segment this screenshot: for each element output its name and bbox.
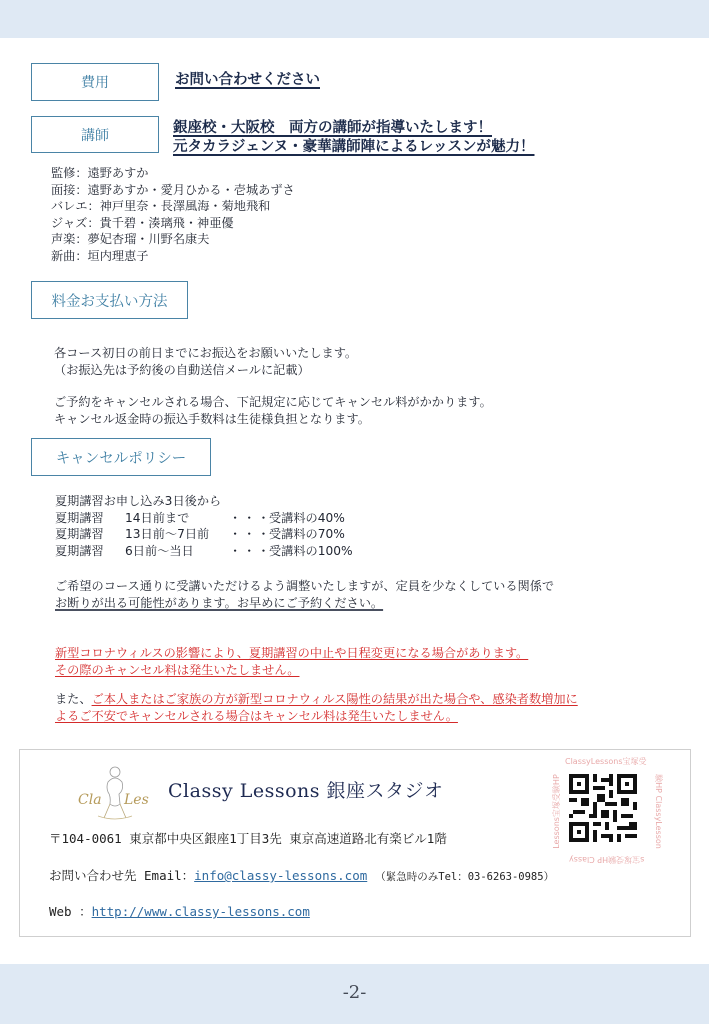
- qr-caption: ClassyLessons宝塚受: [565, 757, 647, 766]
- dancer-silhouette-icon: [70, 764, 160, 826]
- period: 6日前〜当日: [125, 543, 194, 558]
- covid-notice-prefix: また、: [55, 692, 92, 706]
- fee-label: 費用: [31, 63, 159, 101]
- instructor-item: バレエ：神戸里奈・長澤風海・菊地飛和: [51, 199, 271, 213]
- web-line: [49, 902, 310, 920]
- website-link[interactable]: http://www.classy-lessons.com: [91, 904, 310, 919]
- fee-rate: 受講料の70%: [269, 527, 345, 541]
- studio-info-card: [19, 749, 691, 937]
- cancel-policy-label: キャンセルポリシー: [31, 438, 211, 476]
- instructor-item: 面接：遠野あすか・愛月ひかる・壱城あずさ: [51, 182, 295, 197]
- web-label: Web ：: [49, 904, 92, 919]
- qr-code-icon: [569, 774, 637, 842]
- payment-line: キャンセル返金時の振込手数料は生徒様負担となります。: [54, 411, 370, 426]
- covid-notice-line-3: ご本人またはご家族の方が新型コロナウィルス陽性の結果が出た場合や、感染者数増加に: [91, 692, 578, 706]
- payment-label: 料金お支払い方法: [31, 281, 188, 319]
- course-name: 夏期講習: [55, 510, 104, 525]
- payment-line: 各コース初日の前日までにお振込をお願いいたします。: [54, 346, 358, 360]
- page-number: -2-: [342, 982, 367, 1003]
- instructor-item: 声楽：夢妃杏瑠・川野名康夫: [51, 232, 210, 246]
- contact-line: [49, 866, 554, 884]
- contact-label: お問い合わせ先 Email：: [49, 868, 195, 883]
- qr-code[interactable]: [551, 756, 663, 864]
- covid-notice-line-4: よるご不安でキャンセルされる場合はキャンセル料は発生いたしません。: [55, 708, 458, 723]
- payment-line: （お振込先は予約後の自動送信メールに記載）: [54, 362, 310, 377]
- separator: ・・・: [229, 527, 272, 541]
- instructor-list: [51, 165, 295, 264]
- cancel-policy-row: [55, 510, 353, 527]
- instructors-headline-1: 銀座校・大阪校 両方の講師が指導いたします！: [173, 119, 492, 136]
- separator: ・・・: [229, 543, 272, 558]
- emergency-tel: （緊急時のみTel：03-6263-0985）: [375, 871, 555, 883]
- cancel-policy-intro: 夏期講習お申し込み3日後から: [55, 494, 222, 508]
- email-link[interactable]: info@classy-lessons.com: [194, 868, 368, 883]
- cancel-policy-table: [55, 493, 353, 559]
- fee-rate: 受講料の40%: [269, 510, 345, 525]
- qr-caption: 験HP ClassyLesson: [653, 774, 663, 849]
- payment-line: ご予約をキャンセルされる場合、下記規定に応じてキャンセル料がかかります。: [54, 395, 492, 409]
- cancel-policy-row: [55, 543, 353, 560]
- booking-note-line-2: お断りが出る可能性があります。お早めにご予約ください。: [55, 595, 384, 610]
- fee-value: お問い合わせください: [175, 71, 320, 88]
- instructor-item: ジャズ：貴千碧・湊璃飛・神亜優: [51, 215, 234, 230]
- covid-notice-line-1: 新型コロナウィルスの影響により、夏期講習の中止や日程変更になる場合があります。: [55, 646, 529, 660]
- instructor-item: 監修：遠野あすか: [51, 166, 149, 180]
- cancel-policy-row: [55, 526, 353, 543]
- course-name: 夏期講習: [55, 543, 104, 558]
- instructors-label: 講師: [31, 116, 159, 153]
- payment-text: [54, 345, 492, 427]
- period: 13日前〜7日前: [125, 527, 210, 541]
- instructors-headline-2: 元タカラジェンヌ・豪華講師陣によるレッスンが魅力！: [173, 138, 535, 155]
- svg-text:Cla: Cla: [78, 792, 102, 808]
- fee-rate: 受講料の100%: [269, 543, 353, 558]
- period: 14日前まで: [125, 510, 190, 525]
- svg-text:Les: Les: [124, 792, 149, 808]
- covid-notice: [55, 645, 578, 724]
- instructor-item: 新曲：垣内理恵子: [51, 248, 149, 263]
- studio-address: 〒104-0061 東京都中央区銀座1丁目3先 東京高速道路北有楽ビル1階: [49, 831, 447, 846]
- qr-caption: Lessons宝塚受験HP: [551, 774, 561, 849]
- studio-name: Classy Lessons 銀座スタジオ: [168, 780, 444, 802]
- classy-lessons-logo: [70, 764, 160, 826]
- covid-notice-line-2: その際のキャンセル料は発生いたしません。: [55, 662, 300, 677]
- separator: ・・・: [229, 510, 272, 525]
- header-band: [0, 0, 709, 38]
- course-name: 夏期講習: [55, 527, 104, 541]
- qr-caption: s宝塚受験HP Classy: [569, 855, 645, 864]
- booking-note: [55, 578, 554, 611]
- booking-note-line-1: ご希望のコース通りに受講いただけるよう調整いたしますが、定員を少なくしている関係で: [55, 579, 555, 593]
